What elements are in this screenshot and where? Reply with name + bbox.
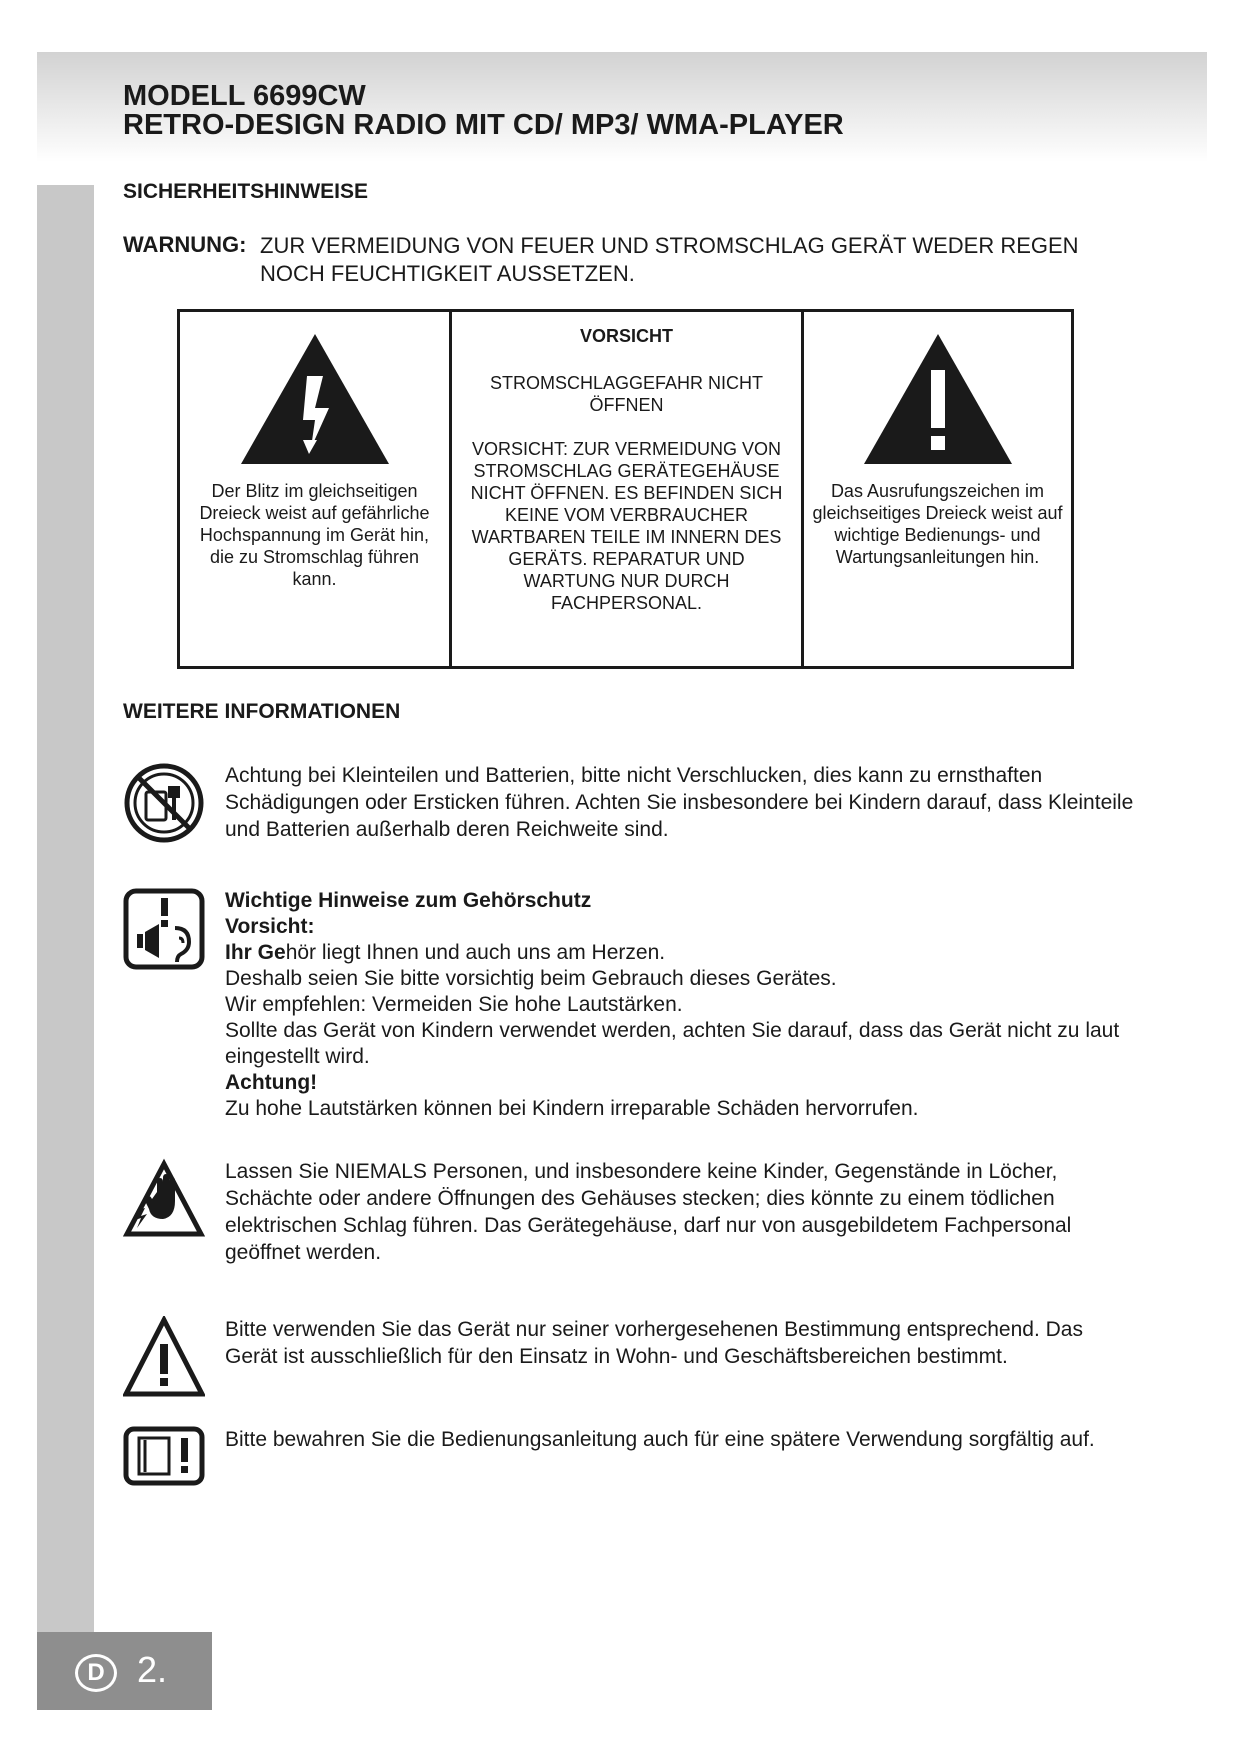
page-tab: [37, 1632, 212, 1710]
hearing-protection-icon: [123, 888, 205, 970]
hearing-line-2: Deshalb seien Sie bitte vorsichtig beim Gebrauch dieses Gerätes.: [225, 967, 837, 990]
more-info-heading: WEITERE INFORMATIONEN: [123, 700, 401, 723]
hearing-attention: Achtung!: [225, 1071, 318, 1094]
warning-label: WARNUNG:: [123, 232, 247, 257]
exclamation-description: Das Ausrufungszeichen im gleichseitiges Dreieck weist auf wichtige Bedienungs- und Wartungsanleitungen hin.: [812, 481, 1063, 567]
hearing-line-3: Wir empfehlen: Vermeiden Sie hohe Lautstärken.: [225, 993, 683, 1016]
language-badge: D: [75, 1654, 117, 1692]
title-line-2: RETRO-DESIGN RADIO MIT CD/ MP3/ WMA-PLAYER: [123, 109, 844, 141]
caution-cell-lightning: [180, 312, 452, 666]
page-title: [123, 82, 844, 140]
electric-hand-warning-icon: [123, 1158, 205, 1240]
small-parts-text: Achtung bei Kleinteilen und Batterien, bitte nicht Verschlucken, dies kann zu ernsthaften Schädigungen oder Ersticken führen. Achten Sie insbesondere bei Kindern darauf, dass Kleinteile und Batterien außerhalb deren Reichweite sind.: [225, 764, 1134, 841]
manual-book-icon: [123, 1426, 205, 1486]
side-bar: [37, 185, 94, 1632]
hearing-line-1: [225, 940, 1135, 966]
title-line-1: MODELL 6699CW: [123, 80, 366, 112]
caution-title: VORSICHT: [579, 326, 673, 346]
exclamation-triangle-icon: [860, 330, 1016, 468]
page-number: 2.: [137, 1649, 168, 1690]
hearing-line-5: Zu hohe Lautstärken können bei Kindern irreparable Schäden hervorrufen.: [225, 1097, 919, 1120]
hearing-line-1-bold: Ihr Ge: [225, 941, 286, 964]
caution-instructions: VORSICHT: ZUR VERMEIDUNG VON STROMSCHLAG GERÄTEGEHÄUSE NICHT ÖFFNEN. ES BEFINDEN SICH KEINE VOM VERBRAUCHER WARTBAREN TEILE IM INNERN DES GERÄTS. REPARATUR UND WARTUNG NUR DURCH FACHPERSONAL.: [470, 439, 783, 613]
caution-shock-hazard: STROMSCHLAGGEFAHR NICHT ÖFFNEN: [489, 373, 764, 415]
caution-box: [177, 309, 1074, 669]
caution-cell-exclamation: [804, 312, 1071, 666]
hearing-line-4: Sollte das Gerät von Kindern verwendet werden, achten Sie darauf, dass das Gerät nicht zu laut eingestellt wird.: [225, 1019, 1120, 1068]
lightning-description: Der Blitz im gleichseitigen Dreieck weist auf gefährliche Hochspannung im Gerät hin, die zu Stromschlag führen kann.: [199, 481, 430, 589]
hearing-subtitle: Vorsicht:: [225, 915, 315, 938]
caution-cell-center: [452, 312, 804, 666]
no-objects-text: Lassen Sie NIEMALS Personen, und insbesondere keine Kinder, Gegenstände in Löcher, Schächte oder andere Öffnungen des Gehäuses stecken; dies könnte zu einem tödlichen elektrischen Schlag führen. Das Gerätegehäuse, darf nur von ausgebildetem Fachpersonal geöffnet werden.: [225, 1160, 1072, 1264]
intended-use-text: Bitte verwenden Sie das Gerät nur seiner vorhergesehenen Bestimmung entsprechend. Das Gerät ist ausschließlich für den Einsatz in Wohn- und Geschäftsbereichen bestimmt.: [225, 1318, 1083, 1368]
hearing-line-1-rest: hör liegt Ihnen und auch uns am Herzen.: [285, 941, 666, 964]
hearing-text: [225, 888, 1135, 1122]
warning-text: ZUR VERMEIDUNG VON FEUER UND STROMSCHLAG GERÄT WEDER REGEN NOCH FEUCHTIGKEIT AUSSETZEN.: [260, 233, 1079, 286]
manual-text: Bitte bewahren Sie die Bedienungsanleitung auch für eine spätere Verwendung sorgfältig auf.: [225, 1428, 1095, 1451]
hearing-title: Wichtige Hinweise zum Gehörschutz: [225, 889, 592, 912]
warning-triangle-icon: [123, 1316, 205, 1398]
lightning-triangle-icon: [237, 330, 393, 468]
no-swallow-icon: [123, 762, 205, 844]
safety-heading: SICHERHEITSHINWEISE: [123, 180, 369, 203]
